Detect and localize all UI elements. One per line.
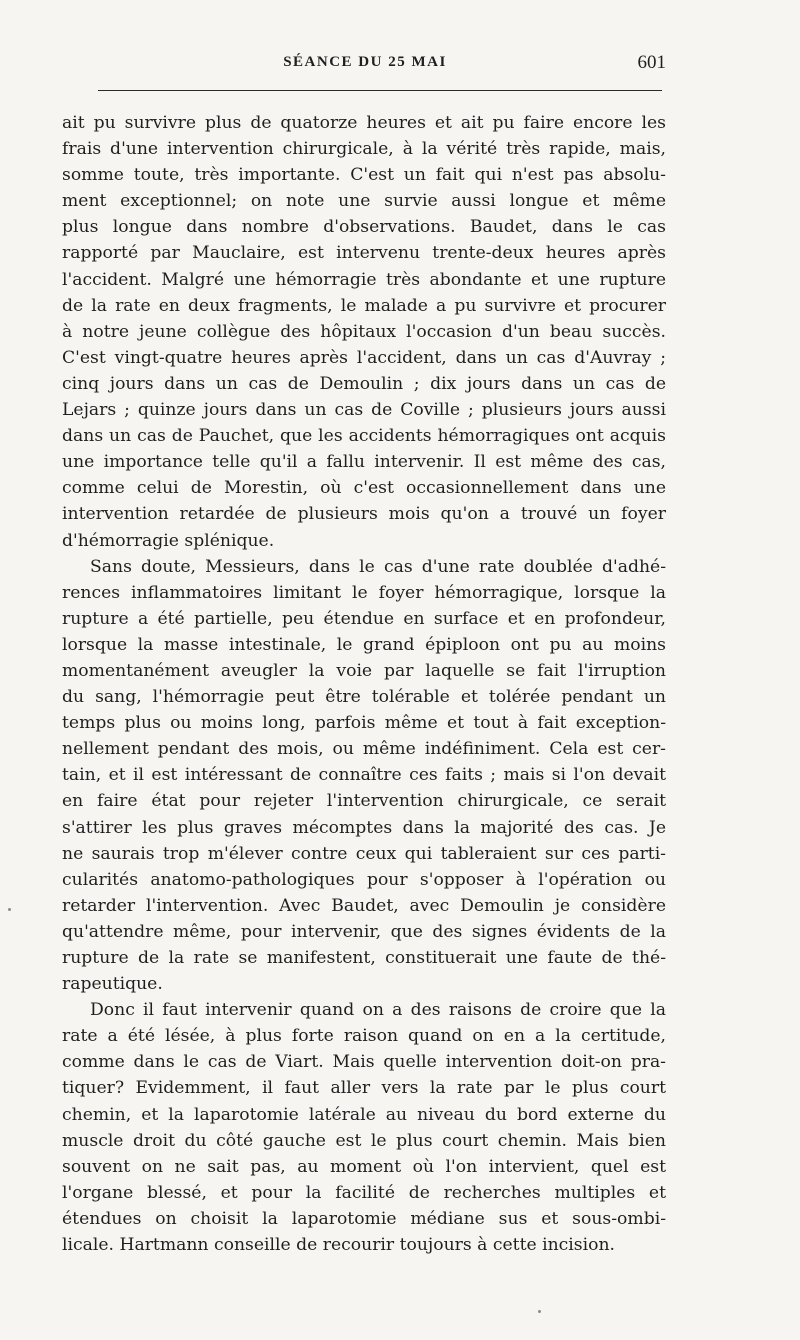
text-line: licale. Hartmann conseille de recourir toujours à cette incision. [62, 1235, 616, 1256]
text-line: cularités anatomo-pathologiques pour s'opposer à l'opération ou [62, 869, 666, 890]
text-line: en faire état pour rejeter l'intervention chirurgicale, ce serait [62, 791, 666, 812]
body-text [62, 110, 666, 1258]
scan-speck [8, 908, 11, 911]
text-line: du sang, l'hémorragie peut être tolérable et tolérée pendant un [62, 687, 666, 708]
text-line: ne saurais trop m'élever contre ceux qui tableraient sur ces parti- [62, 843, 666, 864]
text-line: de la rate en deux fragments, le malade a pu survivre et procurer [62, 295, 666, 316]
text-line: s'attirer les plus graves mécomptes dans la majorité des cas. Je [62, 817, 666, 838]
text-line: tiquer? Evidemment, il faut aller vers la rate par le plus court [62, 1078, 666, 1099]
text-line: comme dans le cas de Viart. Mais quelle intervention doit-on pra- [62, 1052, 666, 1073]
text-line: tain, et il est intéressant de connaître ces faits ; mais si l'on devait [62, 765, 666, 786]
text-line: rapporté par Mauclaire, est intervenu trente-deux heures après [62, 243, 666, 264]
paragraph [62, 997, 666, 1258]
text-line: ment exceptionnel; on note une survie aussi longue et même [62, 191, 666, 212]
text-line: intervention retardée de plusieurs mois qu'on a trouvé un foyer [62, 504, 666, 525]
text-line: l'accident. Malgré une hémorragie très abondante et une rupture [62, 269, 666, 290]
text-line: lorsque la masse intestinale, le grand épiploon ont pu au moins [62, 634, 666, 655]
text-line: plus longue dans nombre d'observations. Baudet, dans le cas [62, 217, 666, 238]
text-line: chemin, et la laparotomie latérale au niveau du bord externe du [62, 1104, 666, 1125]
text-line: rences inflammatoires limitant le foyer hémorragique, lorsque la [62, 582, 666, 603]
text-line: étendues on choisit la laparotomie médiane sus et sous-ombi- [62, 1208, 666, 1229]
page-number: 601 [637, 52, 666, 73]
text-line: temps plus ou moins long, parfois même et tout à fait exception- [62, 713, 666, 734]
text-line: d'hémorragie splénique. [62, 530, 275, 551]
text-line: Lejars ; quinze jours dans un cas de Coville ; plusieurs jours aussi [62, 400, 666, 421]
text-line: muscle droit du côté gauche est le plus court chemin. Mais bien [62, 1130, 666, 1151]
text-line: cinq jours dans un cas de Demoulin ; dix jours dans un cas de [62, 373, 666, 394]
text-line: ait pu survivre plus de quatorze heures et ait pu faire encore les [62, 113, 666, 133]
text-line: souvent on ne sait pas, au moment où l'on intervient, quel est [62, 1156, 666, 1177]
text-line: qu'attendre même, pour intervenir, que des signes évidents de la [62, 921, 666, 942]
text-line: Sans doute, Messieurs, dans le cas d'une rate doublée d'adhé- [90, 556, 666, 577]
text-line: une importance telle qu'il a fallu intervenir. Il est même des cas, [62, 452, 666, 473]
text-line: comme celui de Morestin, où c'est occasionnellement dans une [62, 478, 666, 499]
text-line: dans un cas de Pauchet, que les accidents hémorragiques ont acquis [62, 426, 666, 447]
running-title: SÉANCE DU 25 MAI [283, 54, 447, 70]
text-line: rupture a été partielle, peu étendue en surface et en profondeur, [62, 608, 666, 629]
running-head [62, 52, 668, 76]
scan-speck [538, 1310, 541, 1313]
paragraph [62, 110, 666, 554]
paragraph [62, 554, 666, 998]
header-rule [98, 90, 662, 91]
text-line: frais d'une intervention chirurgicale, à la vérité très rapide, mais, [62, 139, 666, 160]
text-line: retarder l'intervention. Avec Baudet, avec Demoulin je considère [62, 895, 666, 916]
text-line: l'organe blessé, et pour la facilité de recherches multiples et [62, 1182, 666, 1203]
text-line: Donc il faut intervenir quand on a des raisons de croire que la [90, 1000, 666, 1021]
text-line: rapeutique. [62, 974, 163, 995]
text-line: rate a été lésée, à plus forte raison quand on en a la certitude, [62, 1026, 666, 1047]
text-line: rupture de la rate se manifestent, constituerait une faute de thé- [62, 948, 666, 968]
text-line: nellement pendant des mois, ou même indéfiniment. Cela est cer- [62, 739, 666, 760]
text-line: somme toute, très importante. C'est un fait qui n'est pas absolu- [62, 165, 666, 186]
text-line: C'est vingt-quatre heures après l'accident, dans un cas d'Auvray ; [62, 347, 666, 368]
text-line: à notre jeune collègue des hôpitaux l'occasion d'un beau succès. [62, 321, 666, 342]
text-line: momentanément aveugler la voie par laquelle se fait l'irruption [62, 660, 666, 681]
